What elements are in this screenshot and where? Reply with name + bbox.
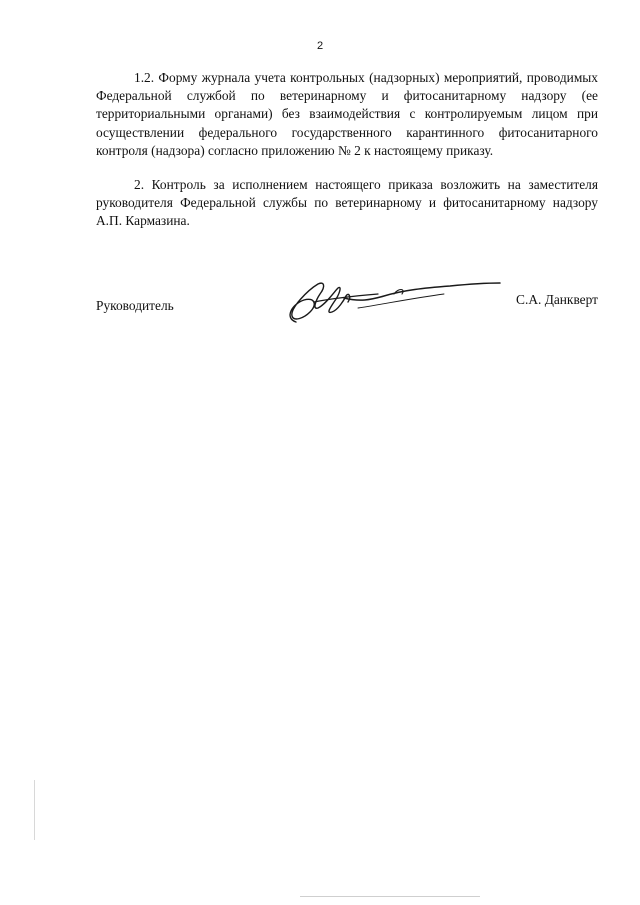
scan-edge-mark bbox=[34, 780, 35, 840]
signature-block bbox=[96, 292, 598, 332]
handwritten-signature bbox=[274, 278, 504, 328]
signer-name: С.А. Данкверт bbox=[516, 292, 598, 307]
scan-bottom-mark bbox=[300, 896, 480, 897]
page-number: 2 bbox=[316, 40, 324, 52]
paragraph-1-2 bbox=[96, 69, 598, 160]
paragraph-1-2-text: 1.2. Форму журнала учета контрольных (надзорных) мероприятий, проводимых Федеральной службой по ветеринарному и фитосанитарному надзору (ее территориальными органами) без взаимодействия с контролируемым лицом при осуществлении федерального государственного карантинного фитосанитарного контроля (надзора) согласно приложению № 2 к настоящему приказу. bbox=[96, 70, 598, 158]
paragraph-2 bbox=[96, 176, 598, 231]
paragraph-2-text: 2. Контроль за исполнением настоящего приказа возложить на заместителя руководителя Федеральной службы по ветеринарному и фитосанитарному надзору А.П. Кармазина. bbox=[96, 177, 598, 229]
signer-title: Руководитель bbox=[96, 298, 174, 313]
